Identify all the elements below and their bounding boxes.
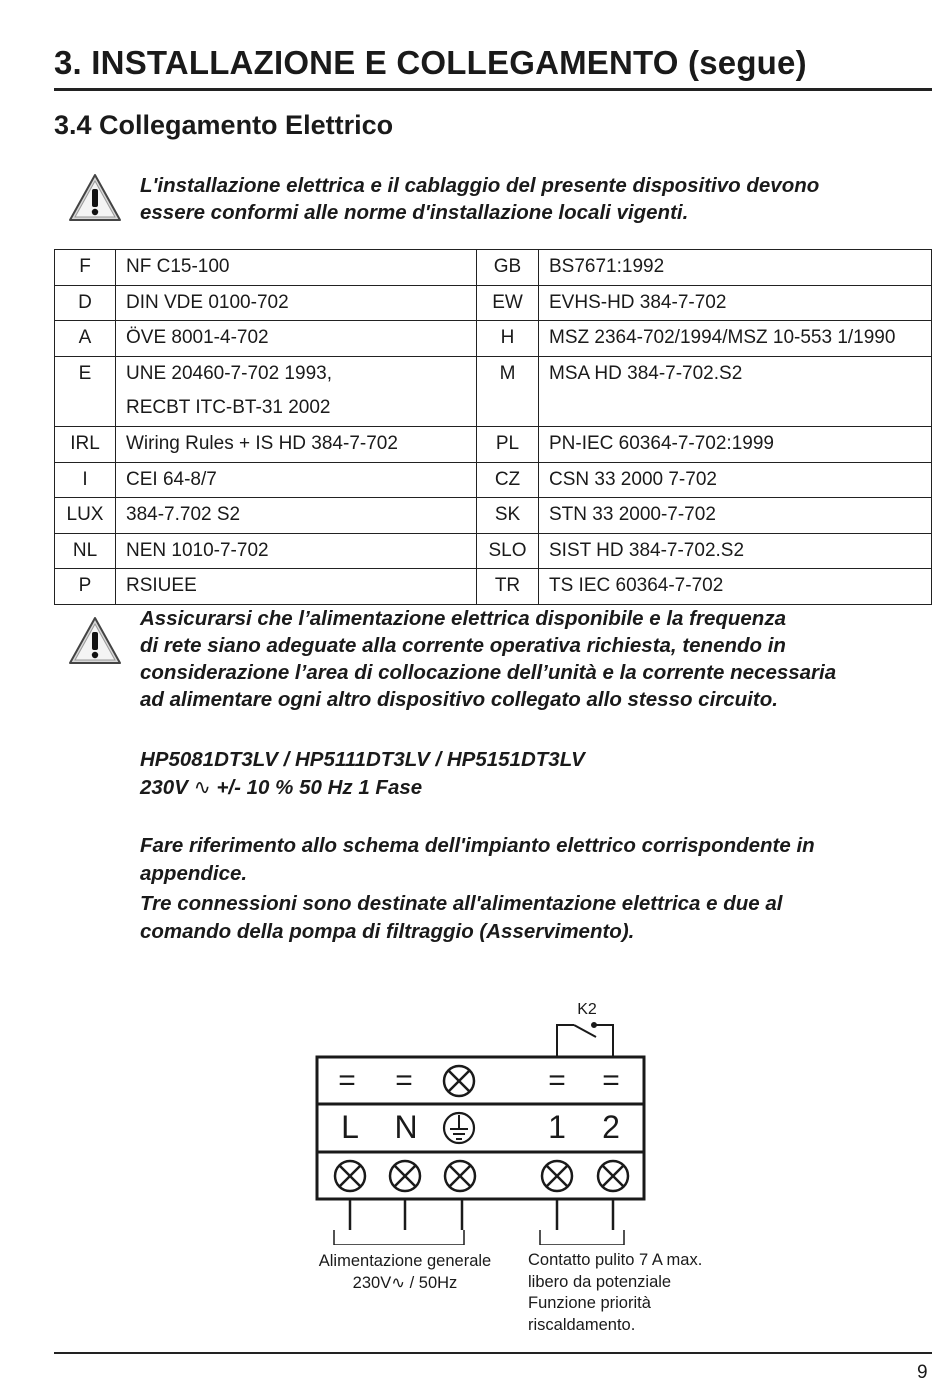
page-number: 9 <box>917 1362 928 1383</box>
cell-text: CSN 33 2000 7-702 <box>549 468 717 490</box>
standard-cell <box>539 321 932 357</box>
standard-cell <box>116 569 477 605</box>
country-code-cell <box>55 462 116 498</box>
cell-text: IRL <box>70 432 100 454</box>
cell-text: PL <box>495 432 520 454</box>
cell-text: TR <box>494 575 521 597</box>
warning-line: Assicurarsi che l’alimentazione elettrica disponibile e la frequenza <box>140 607 786 630</box>
standards-row <box>55 321 932 357</box>
earth-ground-icon <box>444 1113 474 1143</box>
terminal-screw-icon <box>335 1161 365 1191</box>
cell-text: NL <box>72 539 98 561</box>
standards-row <box>55 462 932 498</box>
terminal-block-diagram <box>300 995 660 1245</box>
page-title: 3. INSTALLAZIONE E COLLEGAMENTO (segue) <box>54 44 807 81</box>
cell-text: UNE 20460-7-702 1993, <box>126 362 332 384</box>
standard-cell <box>539 462 932 498</box>
cell-text: ÖVE 8001-4-702 <box>126 327 269 349</box>
cell-text: BS7671:1992 <box>549 256 665 277</box>
contact-caption <box>528 1250 702 1336</box>
warning-line: ad alimentare ogni altro dispositivo collegato allo stesso circuito. <box>140 688 778 711</box>
terminal-screw-icon <box>598 1161 628 1191</box>
cell-text: D <box>78 291 92 313</box>
country-code-cell <box>477 498 539 534</box>
cell-text: H <box>500 327 515 349</box>
country-code-cell <box>477 321 539 357</box>
cell-text: CZ <box>494 468 521 490</box>
standard-cell <box>116 250 477 286</box>
cell-text: MSA HD 384-7-702.S2 <box>549 362 743 384</box>
caption-line: Funzione priorità <box>528 1294 651 1312</box>
country-code-cell <box>477 533 539 569</box>
connections-line: Tre connessioni sono destinate all'alimentazione elettrica e due al <box>140 892 783 915</box>
cell-text: Wiring Rules + IS HD 384-7-702 <box>126 432 398 454</box>
warning-triangle-icon <box>67 615 123 672</box>
cell-text: EW <box>492 291 523 313</box>
country-code-cell <box>477 462 539 498</box>
warning-line: essere conformi alle norme d'installazione locali vigenti. <box>140 201 689 224</box>
standards-row <box>55 250 932 286</box>
reference-text <box>140 832 815 888</box>
country-code-cell <box>55 285 116 321</box>
cell-text: NF C15-100 <box>126 256 230 277</box>
connections-text <box>140 890 782 946</box>
voltage-spec: 230V ∿ +/- 10 % 50 Hz 1 Fase <box>140 776 423 799</box>
terminal-screw-icon <box>542 1161 572 1191</box>
relay-wire-right <box>594 1025 613 1057</box>
standard-cell <box>116 533 477 569</box>
standards-row <box>55 356 932 426</box>
cell-text: MSZ 2364-702/1994/MSZ 10-553 1/1990 <box>549 327 896 349</box>
country-code-cell <box>55 250 116 286</box>
country-code-cell <box>55 498 116 534</box>
cell-text: SIST HD 384-7-702.S2 <box>549 539 745 561</box>
earth-screw-icon <box>444 1066 474 1096</box>
top-mark-2: = <box>602 1064 620 1097</box>
country-code-cell <box>55 533 116 569</box>
standard-cell <box>116 426 477 462</box>
power-bracket <box>334 1230 464 1245</box>
caption-line: Contatto pulito 7 A max. <box>528 1251 703 1269</box>
reference-line: Fare riferimento allo schema dell'impianto elettrico corrispondente in <box>140 834 815 857</box>
caption-line: Alimentazione generale <box>318 1252 492 1270</box>
top-mark-1: = <box>548 1064 566 1097</box>
standards-row <box>55 569 932 605</box>
cell-text: SLO <box>488 539 527 561</box>
top-mark-n: = <box>395 1064 413 1097</box>
country-code-cell <box>55 321 116 357</box>
country-code-cell <box>477 250 539 286</box>
cell-text: CEI 64-8/7 <box>126 468 217 490</box>
standard-cell <box>539 285 932 321</box>
contact-bracket <box>540 1230 624 1245</box>
cell-text: SK <box>494 504 521 526</box>
cell-text: P <box>78 575 92 597</box>
cell-text: 384-7.702 S2 <box>126 504 241 526</box>
caption-line: riscaldamento. <box>528 1315 636 1334</box>
ac-symbol-icon: ∿ <box>193 776 211 799</box>
power-supply-caption <box>312 1250 498 1294</box>
standards-row <box>55 533 932 569</box>
standard-cell <box>116 356 477 426</box>
reference-line: appendice. <box>140 862 248 885</box>
caption-line: 230V∿ / 50Hz <box>352 1274 458 1292</box>
cell-text: E <box>78 362 92 384</box>
cell-text: GB <box>493 256 522 277</box>
standard-cell <box>116 321 477 357</box>
terminal-label-n: N <box>394 1109 418 1145</box>
terminal-label-2: 2 <box>602 1109 620 1145</box>
cell-text: F <box>79 256 91 277</box>
cell-text: RSIUEE <box>126 575 197 597</box>
standard-cell <box>539 356 932 426</box>
terminal-screw-icon <box>390 1161 420 1191</box>
caption-line: libero da potenziale <box>528 1272 672 1291</box>
country-code-cell <box>55 569 116 605</box>
section-title: 3.4 Collegamento Elettrico <box>54 110 394 140</box>
cell-text: LUX <box>66 504 104 526</box>
standard-cell <box>539 426 932 462</box>
cell-text: DIN VDE 0100-702 <box>126 291 289 313</box>
terminal-label-1: 1 <box>548 1109 566 1145</box>
warning-power-supply-text <box>140 605 930 713</box>
cell-text: EVHS-HD 384-7-702 <box>549 291 727 313</box>
standards-row <box>55 285 932 321</box>
terminal-label-l: L <box>341 1109 359 1145</box>
warning-line: di rete siano adeguate alla corrente operativa richiesta, tenendo in <box>140 634 786 657</box>
country-code-cell <box>477 569 539 605</box>
standards-row <box>55 426 932 462</box>
connections-line: comando della pompa di filtraggio (Asservimento). <box>140 920 635 943</box>
relay-label: K2 <box>577 1001 597 1018</box>
cell-text: NEN 1010-7-702 <box>126 539 269 561</box>
cell-text: M <box>499 362 516 384</box>
standard-cell <box>116 285 477 321</box>
standard-cell <box>539 498 932 534</box>
country-code-cell <box>477 285 539 321</box>
title-underline <box>54 88 932 91</box>
standard-cell <box>539 533 932 569</box>
standards-row <box>55 498 932 534</box>
cell-text: PN-IEC 60364-7-702:1999 <box>549 432 774 454</box>
cell-text: A <box>78 327 92 349</box>
footer-rule <box>54 1352 932 1354</box>
relay-pivot <box>592 1023 597 1028</box>
cell-text: TS IEC 60364-7-702 <box>549 575 724 597</box>
model-list: HP5081DT3LV / HP5111DT3LV / HP5151DT3LV <box>140 748 585 771</box>
warning-line: considerazione l’area di collocazione dell’unità e la corrente necessaria <box>140 661 837 684</box>
standard-cell <box>539 250 932 286</box>
standard-cell <box>116 462 477 498</box>
country-code-cell <box>55 426 116 462</box>
warning-installation-text <box>140 172 930 226</box>
warning-line: L'installazione elettrica e il cablaggio del presente dispositivo devono <box>140 174 820 197</box>
cell-text: STN 33 2000-7-702 <box>549 504 716 526</box>
warning-triangle-icon <box>67 172 123 229</box>
standard-cell <box>116 498 477 534</box>
country-code-cell <box>477 426 539 462</box>
standard-cell <box>539 569 932 605</box>
standards-table <box>54 249 932 605</box>
top-mark-l: = <box>338 1064 356 1097</box>
model-specs <box>140 746 585 802</box>
country-code-cell <box>55 356 116 426</box>
country-code-cell <box>477 356 539 426</box>
cell-text: RECBT ITC-BT-31 2002 <box>126 397 331 419</box>
cell-text: I <box>82 468 88 490</box>
terminal-screw-icon <box>445 1161 475 1191</box>
relay-wire-left <box>557 1025 574 1057</box>
